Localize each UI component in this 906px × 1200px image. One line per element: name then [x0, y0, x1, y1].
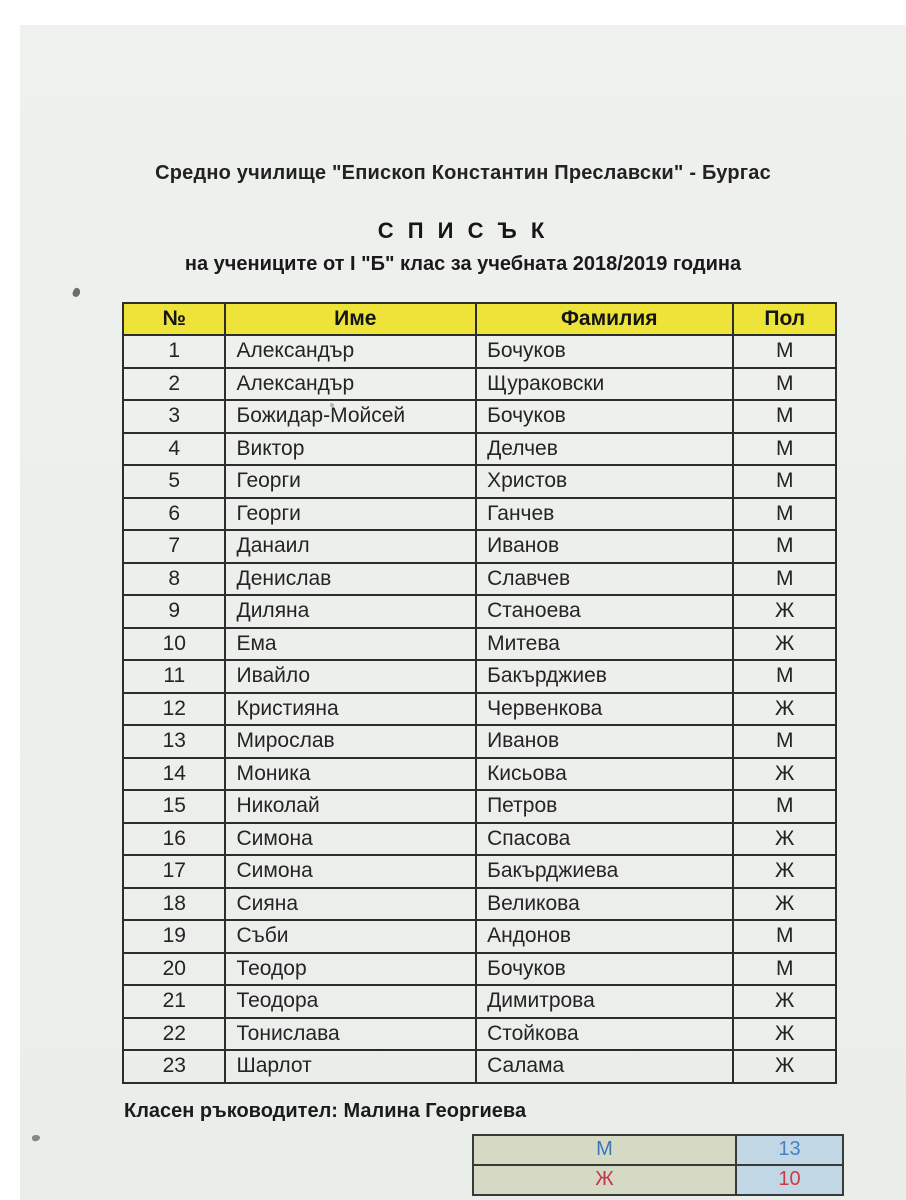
cell-gender: М — [733, 335, 836, 368]
cell-first-name: Кристияна — [225, 693, 476, 726]
summary-label-female: Ж — [473, 1165, 736, 1195]
cell-last-name: Червенкова — [476, 693, 733, 726]
cell-first-name: Съби — [225, 920, 476, 953]
cell-gender: М — [733, 725, 836, 758]
cell-gender: М — [733, 400, 836, 433]
cell-gender: М — [733, 530, 836, 563]
cell-gender: М — [733, 920, 836, 953]
summary-count-female: 10 — [736, 1165, 843, 1195]
cell-first-name: Теодор — [225, 953, 476, 986]
cell-first-name: Сияна — [225, 888, 476, 921]
cell-number: 2 — [123, 368, 225, 401]
cell-number: 19 — [123, 920, 225, 953]
cell-last-name: Андонов — [476, 920, 733, 953]
cell-last-name: Салама — [476, 1050, 733, 1083]
cell-first-name: Моника — [225, 758, 476, 791]
cell-gender: Ж — [733, 693, 836, 726]
cell-first-name: Данаил — [225, 530, 476, 563]
cell-number: 4 — [123, 433, 225, 466]
table-row — [123, 400, 836, 433]
table-row — [123, 498, 836, 531]
cell-first-name: Александър — [225, 368, 476, 401]
table-row — [123, 855, 836, 888]
cell-number: 22 — [123, 1018, 225, 1051]
cell-gender: Ж — [733, 855, 836, 888]
table-header-row — [123, 303, 836, 335]
cell-number: 16 — [123, 823, 225, 856]
cell-last-name: Христов — [476, 465, 733, 498]
cell-gender: Ж — [733, 595, 836, 628]
cell-first-name: Георги — [225, 498, 476, 531]
cell-last-name: Бочуков — [476, 335, 733, 368]
cell-gender: Ж — [733, 823, 836, 856]
table-row — [123, 823, 836, 856]
cell-number: 17 — [123, 855, 225, 888]
table-row — [123, 953, 836, 986]
cell-gender: М — [733, 563, 836, 596]
table-row — [123, 888, 836, 921]
cell-last-name: Великова — [476, 888, 733, 921]
cell-number: 21 — [123, 985, 225, 1018]
cell-last-name: Делчев — [476, 433, 733, 466]
cell-number: 3 — [123, 400, 225, 433]
table-row — [123, 1050, 836, 1083]
cell-first-name: Ема — [225, 628, 476, 661]
cell-last-name: Бочуков — [476, 953, 733, 986]
cell-number: 1 — [123, 335, 225, 368]
table-row — [123, 1018, 836, 1051]
cell-first-name: Теодора — [225, 985, 476, 1018]
cell-first-name: Ивайло — [225, 660, 476, 693]
table-row — [123, 985, 836, 1018]
table-row — [123, 920, 836, 953]
col-header-first-name: Име — [225, 303, 476, 335]
summary-label-male: М — [473, 1135, 736, 1165]
cell-gender: Ж — [733, 888, 836, 921]
cell-number: 12 — [123, 693, 225, 726]
cell-first-name: Симона — [225, 855, 476, 888]
cell-number: 15 — [123, 790, 225, 823]
cell-last-name: Спасова — [476, 823, 733, 856]
col-header-last-name: Фамилия — [476, 303, 733, 335]
table-row — [123, 628, 836, 661]
table-row — [123, 790, 836, 823]
cell-gender: Ж — [733, 985, 836, 1018]
table-head — [123, 303, 836, 335]
cell-last-name: Петров — [476, 790, 733, 823]
cell-number: 9 — [123, 595, 225, 628]
gender-summary-table — [472, 1134, 844, 1196]
table-row — [123, 530, 836, 563]
table-row — [123, 368, 836, 401]
scan-artifact — [71, 287, 81, 298]
cell-number: 14 — [123, 758, 225, 791]
cell-last-name: Бакърджиева — [476, 855, 733, 888]
cell-last-name: Кисьова — [476, 758, 733, 791]
cell-last-name: Бочуков — [476, 400, 733, 433]
class-teacher-line: Класен ръководител: Малина Георгиева — [124, 1099, 527, 1122]
cell-number: 20 — [123, 953, 225, 986]
school-title: Средно училище "Епископ Константин Преславски" - Бургас — [155, 162, 771, 184]
cell-last-name: Щураковски — [476, 368, 733, 401]
summary-row-female — [473, 1165, 843, 1195]
cell-first-name: Мирослав — [225, 725, 476, 758]
col-header-number: № — [123, 303, 225, 335]
cell-first-name: Божидар-Мойсей — [225, 400, 476, 433]
scan-artifact — [31, 1134, 40, 1142]
cell-number: 6 — [123, 498, 225, 531]
cell-gender: М — [733, 465, 836, 498]
table-row — [123, 595, 836, 628]
cell-gender: Ж — [733, 758, 836, 791]
cell-gender: Ж — [733, 1050, 836, 1083]
cell-first-name: Диляна — [225, 595, 476, 628]
table-row — [123, 433, 836, 466]
students-table — [122, 302, 837, 1084]
cell-first-name: Виктор — [225, 433, 476, 466]
cell-gender: М — [733, 368, 836, 401]
scan-artifact — [330, 403, 334, 407]
table-row — [123, 758, 836, 791]
cell-gender: Ж — [733, 1018, 836, 1051]
cell-gender: М — [733, 953, 836, 986]
cell-number: 11 — [123, 660, 225, 693]
cell-gender: Ж — [733, 628, 836, 661]
table-row — [123, 335, 836, 368]
cell-number: 10 — [123, 628, 225, 661]
cell-number: 18 — [123, 888, 225, 921]
table-row — [123, 693, 836, 726]
table-row — [123, 465, 836, 498]
cell-last-name: Димитрова — [476, 985, 733, 1018]
cell-last-name: Бакърджиев — [476, 660, 733, 693]
cell-number: 13 — [123, 725, 225, 758]
cell-gender: М — [733, 433, 836, 466]
table-row — [123, 660, 836, 693]
cell-first-name: Шарлот — [225, 1050, 476, 1083]
cell-first-name: Тонислава — [225, 1018, 476, 1051]
cell-last-name: Ганчев — [476, 498, 733, 531]
summary-body — [473, 1135, 843, 1195]
document-subtitle: на учениците от I "Б" клас за учебната 2018/2019 година — [184, 253, 742, 275]
document-title: С П И С Ъ К — [377, 218, 549, 243]
cell-last-name: Станоева — [476, 595, 733, 628]
summary-row-male — [473, 1135, 843, 1165]
cell-number: 7 — [123, 530, 225, 563]
summary-count-male: 13 — [736, 1135, 843, 1165]
cell-gender: М — [733, 790, 836, 823]
cell-first-name: Александър — [225, 335, 476, 368]
cell-last-name: Славчев — [476, 563, 733, 596]
cell-last-name: Митева — [476, 628, 733, 661]
cell-number: 8 — [123, 563, 225, 596]
cell-last-name: Стойкова — [476, 1018, 733, 1051]
table-row — [123, 725, 836, 758]
cell-gender: М — [733, 498, 836, 531]
cell-number: 23 — [123, 1050, 225, 1083]
cell-last-name: Иванов — [476, 530, 733, 563]
table-row — [123, 563, 836, 596]
cell-first-name: Симона — [225, 823, 476, 856]
cell-number: 5 — [123, 465, 225, 498]
cell-gender: М — [733, 660, 836, 693]
cell-first-name: Денислав — [225, 563, 476, 596]
col-header-gender: Пол — [733, 303, 836, 335]
cell-first-name: Николай — [225, 790, 476, 823]
table-body — [123, 335, 836, 1083]
cell-last-name: Иванов — [476, 725, 733, 758]
cell-first-name: Георги — [225, 465, 476, 498]
paper — [20, 25, 906, 1200]
